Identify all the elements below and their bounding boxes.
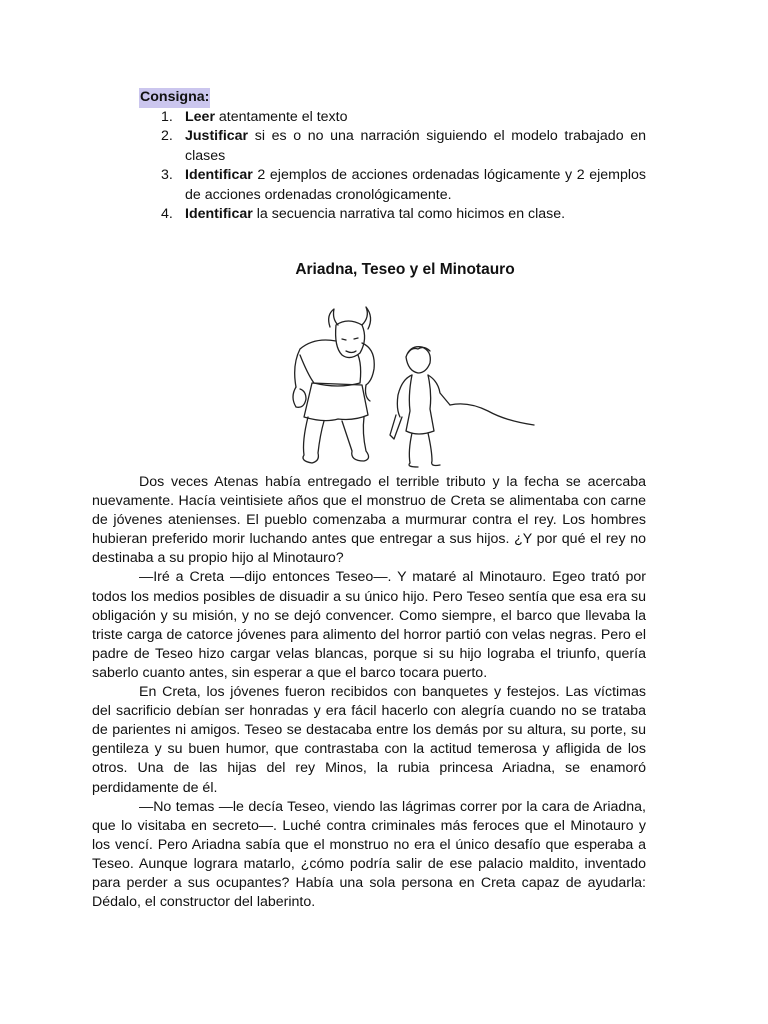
instruction-text: la secuencia narrativa tal como hicimos en clase. bbox=[252, 206, 566, 222]
minotaur-theseus-illustration bbox=[278, 305, 538, 470]
theseus-figure bbox=[390, 347, 534, 467]
instruction-verb: Identificar bbox=[185, 206, 253, 222]
instruction-verb: Identificar bbox=[185, 167, 253, 183]
instruction-item bbox=[139, 108, 646, 128]
consigna-section bbox=[139, 88, 646, 225]
story-paragraph: En Creta, los jóvenes fueron recibidos con banquetes y festejos. Las víctimas del sacrificio debían ser honradas y era fácil hacerlo con alegría cuando no se trataba de parientes ni amigos. Teseo se destacaba entre los demás por su altura, su porte, su gentileza y su buen humor, que contrastaba con la actitud temerosa y afligida de los otros. Una de las hijas del rey Minos, la rubia princesa Ariadna, se enamoró perdidamente de él. bbox=[92, 684, 646, 796]
instruction-item bbox=[139, 205, 646, 225]
minotaur-figure bbox=[293, 307, 374, 463]
instruction-text: si es o no una narración siguiendo el modelo trabajado en clases bbox=[185, 128, 646, 164]
instruction-verb: Justificar bbox=[185, 128, 249, 144]
instruction-number: 4. bbox=[161, 206, 173, 222]
story-paragraph: —No temas —le decía Teseo, viendo las lágrimas correr por la cara de Ariadna, que lo visitaba en secreto—. Luché contra criminales más feroces que el Minotauro y los vencí. Pero Ariadna sabía que el monstruo no era el único desafío que esperaba a Teseo. Aunque lograra matarlo, ¿cómo podría salir de ese palacio maldito, inventado para perder a sus ocupantes? Había una sola persona en Creta capaz de ayudarla: Dédalo, el constructor del laberinto. bbox=[92, 798, 646, 911]
story-paragraph: Dos veces Atenas había entregado el terrible tributo y la fecha se acercaba nuevamente. Hacía veintisiete años que el monstruo de Creta se alimentaba con carne de jóvenes atenienses. El pueblo comenzaba a murmurar contra el rey. Los hombres hubieran preferido morir luchando antes que entregar a sus hijos. ¿Y por qué el rey no destinaba a su propio hijo al Minotauro? bbox=[92, 474, 646, 567]
story-paragraph: —Iré a Creta —dijo entonces Teseo—. Y mataré al Minotauro. Egeo trató por todos los medios posibles de disuadir a su único hijo. Pero Teseo sentía que esa era su obligación y su misión, y no se dejó convencer. Como siempre, el barco que llevaba la triste carga de catorce jóvenes para alimento del horror partió con velas negras. Pero el padre de Teseo hizo cargar velas blancas, porque si su hijo lograba el triunfo, quería saberlo cuanto antes, sin esperar a que el barco tocara puerto. bbox=[92, 569, 646, 681]
instruction-number: 3. bbox=[161, 167, 173, 183]
instructions-list bbox=[139, 108, 646, 225]
instruction-number: 2. bbox=[161, 128, 173, 144]
instruction-text: 2 ejemplos de acciones ordenadas lógicamente y 2 ejemplos de acciones ordenadas cronológicamente. bbox=[185, 167, 646, 203]
instruction-verb: Leer bbox=[185, 108, 215, 125]
instruction-item bbox=[139, 127, 646, 166]
story-title: Ariadna, Teseo y el Minotauro bbox=[295, 261, 515, 278]
instruction-text: atentamente el texto bbox=[214, 108, 348, 125]
instruction-number: 1. bbox=[161, 108, 173, 125]
story-body bbox=[92, 473, 646, 912]
consigna-heading: Consigna: bbox=[139, 88, 210, 108]
instruction-item bbox=[139, 166, 646, 205]
